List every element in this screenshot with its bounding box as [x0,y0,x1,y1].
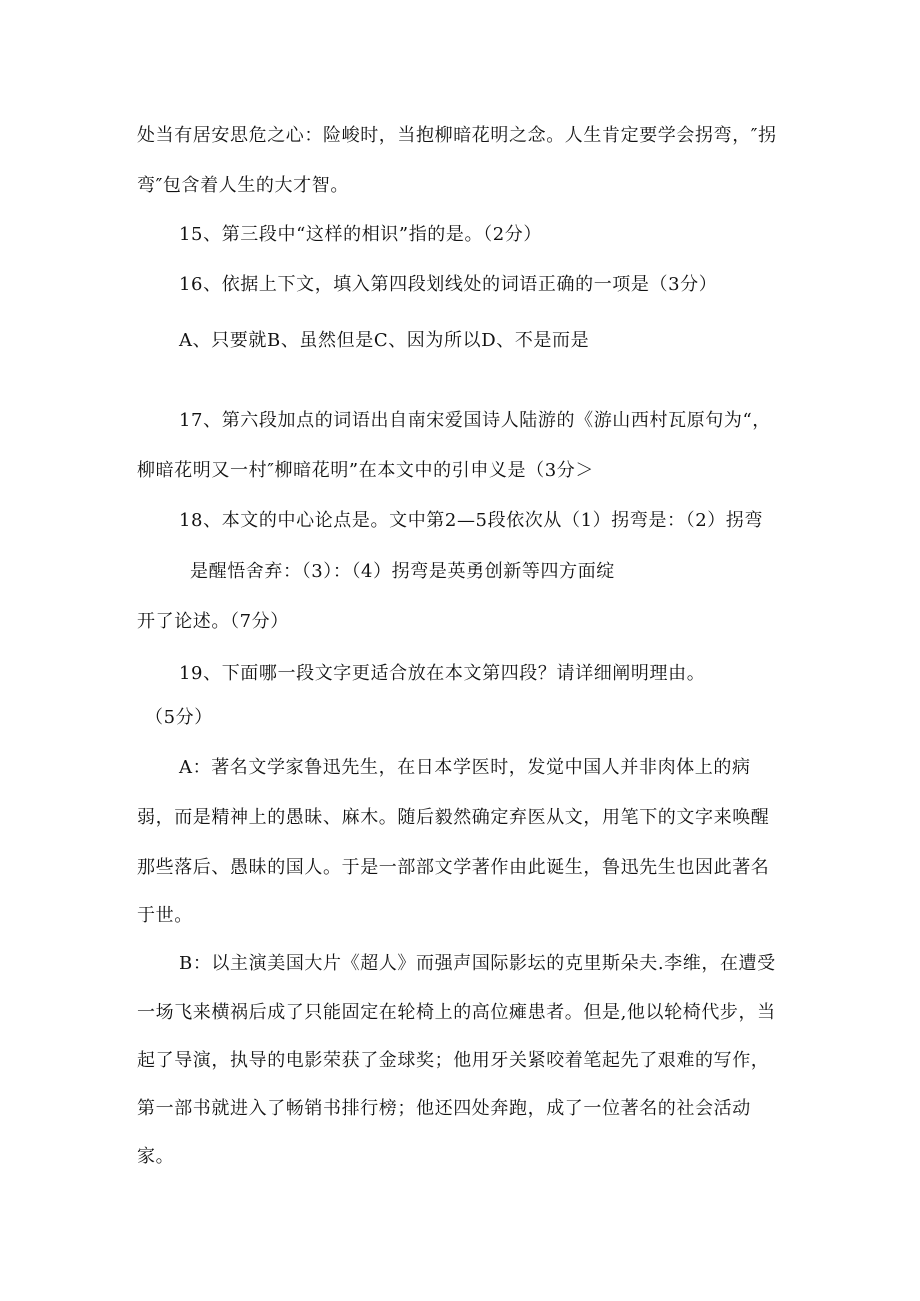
question-15: 15、第三段中“这样的相识”指的是。（2分） [179,224,542,245]
option-a-line-3: 那些落后、愚昧的国人。于是一部部文学著作由此诞生，鲁迅先生也因此著名 [137,857,770,878]
question-16-options: A、只要就B、虽然但是C、因为所以D、不是而是 [179,330,590,351]
question-19-line-1: 19、下面哪一段文字更适合放在本文第四段？请详细阐明理由。 [179,663,706,684]
option-a-line-1: A：著名文学家鲁迅先生，在日本学医时，发觉中国人并非肉体上的病 [179,757,751,778]
question-18-line-2: 是醒悟舍弃：（3）：（4）拐弯是英勇创新等四方面绽 [190,561,615,582]
option-b-line-4: 第一部书就进入了畅销书排行榜；他还四处奔跑，成了一位著名的社会活动 [137,1098,751,1119]
option-b-line-5: 家。 [137,1146,175,1167]
option-b-line-2: 一场飞来横祸后成了只能固定在轮椅上的高位瘫患者。但是,他以轮椅代步，当 [137,1002,776,1023]
option-a-line-4: 于世。 [137,905,193,926]
paragraph-line-2: 弯″包含着人生的大才智。 [137,175,349,196]
question-19-points: （5分） [145,707,213,728]
paragraph-line-1: 处当有居安思危之心：险峻时，当抱柳暗花明之念。人生肯定要学会拐弯，″拐 [137,125,777,146]
question-18-line-1: 18、本文的中心论点是。文中第2—5段依次从（1）拐弯是：（2）拐弯 [179,510,764,531]
question-16: 16、依据上下文，填入第四段划线处的词语正确的一项是（3分） [179,274,718,295]
option-b-line-1: B：以主演美国大片《超人》而强声国际影坛的克里斯朵夫.李维，在遭受 [179,953,776,974]
question-17-line-1: 17、第六段加点的词语出自南宋爱国诗人陆游的《游山西村瓦原句为“， [179,410,771,431]
question-17-line-2: 柳暗花明又一村″柳暗花明”在本文中的引申义是（3分＞ [137,460,594,481]
option-b-line-3: 起了导演，执导的电影荣获了金球奖；他用牙关紧咬着笔起先了艰难的写作， [137,1050,770,1071]
option-a-line-2: 弱，而是精神上的愚昧、麻木。随后毅然确定弃医从文，用笔下的文字来唤醒 [137,807,770,828]
question-18-line-3: 开了论述。（7分） [137,611,289,632]
